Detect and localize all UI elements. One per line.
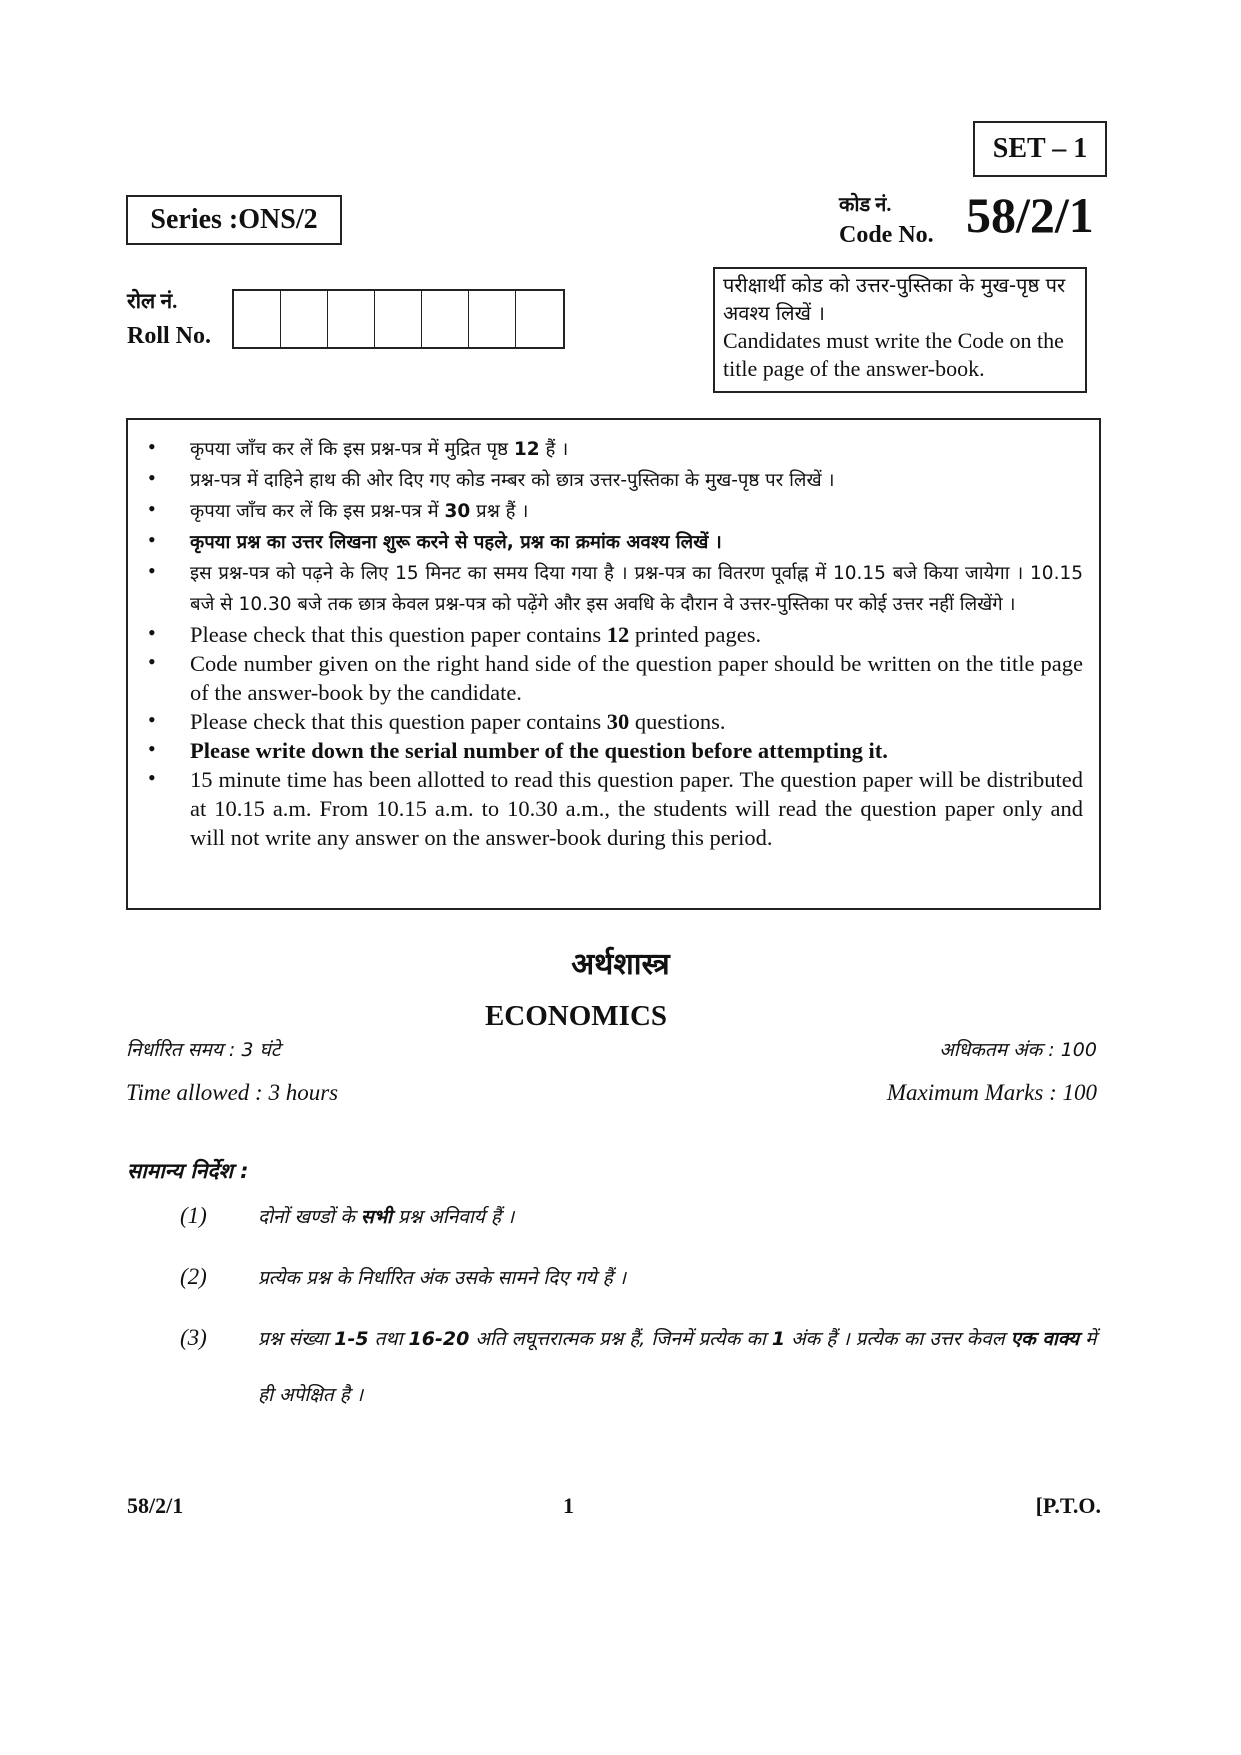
instruction-item	[148, 620, 1083, 649]
roll-digit-box[interactable]	[328, 291, 375, 347]
instruction-number: (2)	[180, 1264, 207, 1289]
text-run: तथा	[368, 1328, 409, 1350]
text-run: अति लघूत्तरात्मक प्रश्न हैं, जिनमें प्रत्येक का	[469, 1328, 772, 1350]
code-label-hindi: कोड नं.	[839, 194, 892, 216]
text-run: प्रश्न हैं ।	[470, 501, 529, 522]
roll-digit-box[interactable]	[469, 291, 516, 347]
instruction-item	[148, 558, 1083, 620]
roll-number-boxes[interactable]	[232, 289, 565, 349]
code-note-hindi: परीक्षार्थी कोड को उत्तर-पुस्तिका के मुख-पृष्ठ पर अवश्य लिखें ।	[723, 273, 1066, 325]
bullet-icon: •	[148, 558, 156, 583]
instruction-item	[148, 765, 1083, 852]
bold-text: 1-5	[334, 1328, 369, 1350]
text-run: में ही अपेक्षित है ।	[258, 1328, 1097, 1406]
text-run: Code number given on the right hand side of the question paper should be written on the title page of the answer-book by the candidate.	[190, 651, 1083, 705]
bullet-icon: •	[148, 527, 156, 552]
text-run: कृपया जाँच कर लें कि इस प्रश्न-पत्र में	[190, 501, 445, 522]
roll-digit-box[interactable]	[281, 291, 328, 347]
general-instructions-heading: सामान्य निर्देश :	[127, 1159, 249, 1183]
instruction-item	[148, 736, 1083, 765]
time-allowed: Time allowed : 3 hours	[126, 1080, 339, 1105]
maximum-marks-hindi: अधिकतम अंक : 100	[939, 1039, 1097, 1061]
instructions-box	[126, 418, 1101, 910]
code-number: 58/2/1	[966, 187, 1094, 243]
bullet-icon: •	[148, 649, 156, 674]
roll-label-hindi: रोल नं.	[127, 289, 178, 313]
instruction-text	[190, 434, 1083, 465]
code-note-box	[713, 267, 1087, 393]
series-label: Series :ONS/2	[126, 195, 342, 245]
text-run: हैं ।	[539, 439, 569, 460]
text-run: 15 minute time has been allotted to read this question paper. The question paper will be distributed at 10.15 a.m. From 10.15 a.m. to 10.30 a.m., the students will read the question paper only and will not write any answer on the answer-book during this period.	[190, 767, 1083, 850]
general-instruction-item	[180, 1264, 1100, 1306]
instruction-item	[148, 496, 1083, 527]
instruction-item	[148, 434, 1083, 465]
text-run: printed pages.	[629, 622, 762, 647]
page-number: 1	[563, 1493, 574, 1518]
general-instruction-text	[258, 1189, 1100, 1245]
text-run: Please check that this question paper contains	[190, 622, 607, 647]
please-turn-over: [P.T.O.	[1035, 1493, 1101, 1518]
instruction-text	[190, 620, 1083, 649]
roll-digit-box[interactable]	[234, 291, 281, 347]
footer-code: 58/2/1	[127, 1493, 184, 1518]
bullet-icon: •	[148, 707, 156, 732]
text-run: कृपया प्रश्न का उत्तर लिखना शुरू करने से पहले, प्रश्न का क्रमांक अवश्य लिखें ।	[190, 532, 722, 553]
subject-title-hindi: अर्थशास्त्र	[571, 947, 670, 982]
text-run: इस प्रश्न-पत्र को पढ़ने के लिए 15 मिनट का समय दिया गया है । प्रश्न-पत्र का वितरण पूर्वाह्न में 10.15 बजे किया जायेगा । 10.15 बजे से 10.30 बजे तक छात्र केवल प्रश्न-पत्र को पढ़ेंगे और इस अवधि के दौरान वे उत्तर-पुस्तिका पर कोई उत्तर नहीं लिखेंगे ।	[190, 563, 1083, 615]
general-instruction-text	[258, 1250, 1100, 1306]
instruction-number: (1)	[180, 1203, 207, 1228]
bold-text: सभी	[360, 1206, 392, 1228]
bold-text: एक वाक्य	[1010, 1328, 1080, 1350]
text-run: प्रश्न संख्या	[258, 1328, 335, 1350]
roll-label: Roll No.	[127, 323, 211, 349]
instruction-item	[148, 649, 1083, 707]
bullet-icon: •	[148, 496, 156, 521]
subject-title: ECONOMICS	[484, 1000, 668, 1032]
bullet-icon: •	[148, 434, 156, 459]
bullet-icon: •	[148, 765, 156, 790]
general-instruction-item	[180, 1203, 1100, 1245]
bold-text: 16-20	[408, 1328, 470, 1350]
bold-text: 30	[444, 501, 471, 522]
instruction-item	[148, 465, 1083, 496]
code-label: Code No.	[839, 222, 934, 248]
instruction-number: (3)	[180, 1325, 207, 1350]
general-instruction-text	[258, 1311, 1100, 1423]
bullet-icon: •	[148, 736, 156, 761]
text-run: Please write down the serial number of the question before attempting it.	[190, 738, 888, 763]
bold-text: 30	[606, 709, 630, 734]
instruction-text	[190, 527, 1083, 558]
bullet-icon: •	[148, 465, 156, 490]
text-run: questions.	[629, 709, 726, 734]
instruction-text	[190, 736, 1083, 765]
instruction-text	[190, 558, 1083, 620]
instruction-text	[190, 765, 1083, 852]
text-run: प्रश्न अनिवार्य हैं ।	[391, 1206, 515, 1228]
roll-digit-box[interactable]	[375, 291, 422, 347]
text-run: प्रत्येक प्रश्न के निर्धारित अंक उसके सामने दिए गये हैं ।	[258, 1267, 626, 1289]
maximum-marks: Maximum Marks : 100	[886, 1080, 1097, 1105]
bold-text: 12	[606, 622, 630, 647]
bold-text: 12	[513, 439, 540, 460]
bullet-icon: •	[148, 620, 156, 645]
roll-digit-box[interactable]	[422, 291, 469, 347]
code-note-english: Candidates must write the Code on the title page of the answer-book.	[723, 328, 1064, 381]
set-number: SET – 1	[973, 121, 1107, 177]
instruction-item	[148, 707, 1083, 736]
text-run: Please check that this question paper contains	[190, 709, 607, 734]
instruction-text	[190, 496, 1083, 527]
general-instruction-item	[180, 1325, 1100, 1423]
text-run: कृपया जाँच कर लें कि इस प्रश्न-पत्र में मुद्रित पृष्ठ	[190, 439, 514, 460]
instruction-item	[148, 527, 1083, 558]
instruction-text	[190, 707, 1083, 736]
instruction-text	[190, 649, 1083, 707]
bold-text: 1	[771, 1328, 786, 1350]
instruction-text	[190, 465, 1083, 496]
roll-digit-box[interactable]	[516, 291, 563, 347]
text-run: अंक हैं । प्रत्येक का उत्तर केवल	[785, 1328, 1011, 1350]
time-allowed-hindi: निर्धारित समय : 3 घंटे	[126, 1039, 281, 1061]
text-run: प्रश्न-पत्र में दाहिने हाथ की ओर दिए गए कोड नम्बर को छात्र उत्तर-पुस्तिका के मुख-पृष्ठ पर लिखें ।	[190, 470, 835, 491]
text-run: दोनों खण्डों के	[258, 1206, 361, 1228]
